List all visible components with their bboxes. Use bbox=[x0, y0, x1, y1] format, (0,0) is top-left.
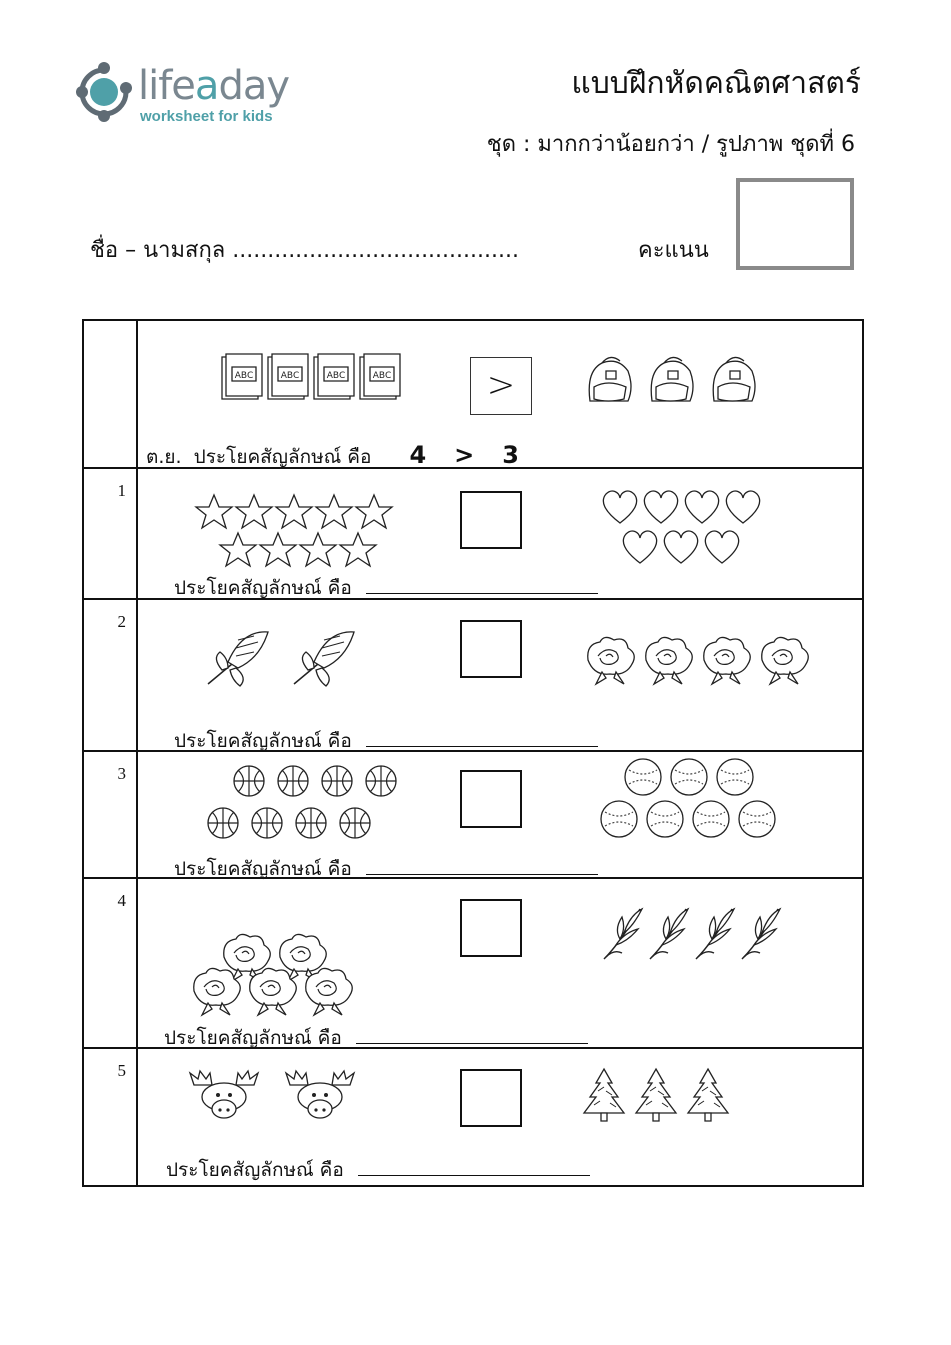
basketball-icon bbox=[322, 766, 352, 796]
butterfly-icon bbox=[208, 632, 268, 686]
problem-row-4 bbox=[84, 877, 862, 1047]
answer-line-3[interactable] bbox=[366, 860, 598, 875]
example-row bbox=[84, 321, 862, 467]
basketball-icon bbox=[234, 766, 264, 796]
baseball-icon bbox=[693, 801, 729, 837]
basketball-icon bbox=[340, 808, 370, 838]
basketball-icon bbox=[208, 808, 238, 838]
name-field[interactable]: ชื่อ – นามสกุล ......................................... bbox=[90, 238, 519, 263]
rose-icon bbox=[250, 968, 297, 1015]
problem-number: 4 bbox=[117, 891, 126, 910]
logo-wordmark: lifeaday bbox=[138, 63, 290, 109]
problem-1-right-pictures bbox=[600, 487, 770, 577]
basketball-icon bbox=[278, 766, 308, 796]
heart-icon bbox=[705, 531, 738, 563]
svg-text:ABC: ABC bbox=[234, 371, 254, 381]
problem-5-right-pictures bbox=[582, 1067, 742, 1127]
heart-icon bbox=[685, 491, 718, 523]
basketball-icon bbox=[252, 808, 282, 838]
backpack-icon bbox=[651, 357, 693, 401]
problem-4-right-pictures bbox=[600, 903, 784, 963]
problem-5-left-pictures bbox=[188, 1069, 378, 1129]
problem-4-left-pictures bbox=[188, 929, 360, 999]
star-icon bbox=[220, 533, 256, 566]
heart-icon bbox=[603, 491, 636, 523]
score-box[interactable] bbox=[736, 178, 854, 270]
problem-5-sentence: ประโยคสัญลักษณ์ คือ bbox=[166, 1155, 590, 1185]
rose-icon bbox=[646, 637, 693, 684]
heart-icon bbox=[644, 491, 677, 523]
problem-2-left-pictures bbox=[198, 628, 368, 698]
answer-line-2[interactable] bbox=[366, 732, 598, 747]
page-title: แบบฝึกหัดคณิตศาสตร์ bbox=[571, 66, 861, 101]
page-subtitle: ชุด : มากกว่าน้อยกว่า / รูปภาพ ชุดที่ 6 bbox=[486, 132, 855, 157]
butterfly-icon bbox=[294, 632, 354, 686]
star-icon bbox=[276, 495, 312, 528]
example-sentence-text: ประโยคสัญลักษณ์ คือ bbox=[193, 446, 372, 468]
star-icon bbox=[300, 533, 336, 566]
answer-box-1[interactable] bbox=[460, 491, 522, 549]
backpack-icon bbox=[713, 357, 755, 401]
rose-icon bbox=[194, 968, 241, 1015]
problem-row-3 bbox=[84, 750, 862, 880]
svg-text:ABC: ABC bbox=[326, 371, 346, 381]
problem-1-sentence: ประโยคสัญลักษณ์ คือ bbox=[174, 573, 598, 603]
answer-box-4[interactable] bbox=[460, 899, 522, 957]
score-label: คะแนน bbox=[638, 238, 709, 263]
heart-icon bbox=[623, 531, 656, 563]
heart-icon bbox=[664, 531, 697, 563]
rose-icon bbox=[704, 637, 751, 684]
basketball-icon bbox=[296, 808, 326, 838]
pine-tree-icon bbox=[636, 1069, 676, 1121]
example-answer: 4 > 3 bbox=[409, 441, 519, 469]
rose-icon bbox=[306, 968, 353, 1015]
star-icon bbox=[340, 533, 376, 566]
problem-row-1 bbox=[84, 467, 862, 598]
problem-3-right-pictures bbox=[600, 758, 790, 842]
pine-tree-icon bbox=[688, 1069, 728, 1121]
answer-line-4[interactable] bbox=[356, 1029, 588, 1044]
problem-row-2 bbox=[84, 598, 862, 750]
pine-tree-icon bbox=[584, 1069, 624, 1121]
star-icon bbox=[316, 495, 352, 528]
answer-box-5[interactable] bbox=[460, 1069, 522, 1127]
baseball-icon bbox=[671, 759, 707, 795]
basketball-icon bbox=[366, 766, 396, 796]
moose-icon bbox=[286, 1071, 354, 1118]
logo-molecule-icon bbox=[74, 58, 136, 124]
abc-book-icon bbox=[268, 354, 308, 399]
problem-number: 5 bbox=[117, 1061, 126, 1080]
problem-3-sentence: ประโยคสัญลักษณ์ คือ bbox=[174, 854, 598, 884]
problem-number: 3 bbox=[117, 764, 126, 783]
problem-2-right-pictures bbox=[582, 632, 822, 698]
baseball-icon bbox=[625, 759, 661, 795]
answer-box-2[interactable] bbox=[460, 620, 522, 678]
wheat-icon bbox=[696, 909, 734, 959]
baseball-icon bbox=[739, 801, 775, 837]
problem-number: 2 bbox=[117, 612, 126, 631]
baseball-icon bbox=[717, 759, 753, 795]
problem-4-sentence: ประโยคสัญลักษณ์ คือ bbox=[164, 1023, 588, 1053]
abc-book-icon bbox=[360, 354, 400, 399]
star-icon bbox=[260, 533, 296, 566]
svg-text:ABC: ABC bbox=[372, 371, 392, 381]
answer-line-5[interactable] bbox=[358, 1161, 590, 1176]
baseball-icon bbox=[647, 801, 683, 837]
problem-number: 1 bbox=[117, 481, 126, 500]
moose-icon bbox=[190, 1071, 258, 1118]
star-icon bbox=[356, 495, 392, 528]
example-left-pictures bbox=[220, 349, 410, 409]
heart-icon bbox=[726, 491, 759, 523]
problem-2-sentence: ประโยคสัญลักษณ์ คือ bbox=[174, 726, 598, 756]
backpack-icon bbox=[589, 357, 631, 401]
example-symbol-box: > bbox=[470, 357, 532, 415]
answer-line-1[interactable] bbox=[366, 579, 598, 594]
rose-icon bbox=[762, 637, 809, 684]
example-label: ต.ย. bbox=[146, 446, 182, 468]
answer-box-3[interactable] bbox=[460, 770, 522, 828]
lifeaday-logo bbox=[74, 58, 314, 128]
star-icon bbox=[196, 495, 232, 528]
abc-book-icon bbox=[222, 354, 262, 399]
baseball-icon bbox=[601, 801, 637, 837]
abc-book-icon bbox=[314, 354, 354, 399]
worksheet-table bbox=[82, 319, 864, 1187]
star-icon bbox=[236, 495, 272, 528]
problem-3-left-pictures bbox=[206, 764, 406, 844]
wheat-icon bbox=[742, 909, 780, 959]
svg-text:ABC: ABC bbox=[280, 371, 300, 381]
wheat-icon bbox=[604, 909, 642, 959]
rose-icon bbox=[588, 637, 635, 684]
problem-1-left-pictures bbox=[194, 493, 394, 573]
example-right-pictures bbox=[582, 351, 772, 411]
problem-row-5 bbox=[84, 1047, 862, 1187]
logo-tagline: worksheet for kids bbox=[140, 108, 273, 125]
wheat-icon bbox=[650, 909, 688, 959]
